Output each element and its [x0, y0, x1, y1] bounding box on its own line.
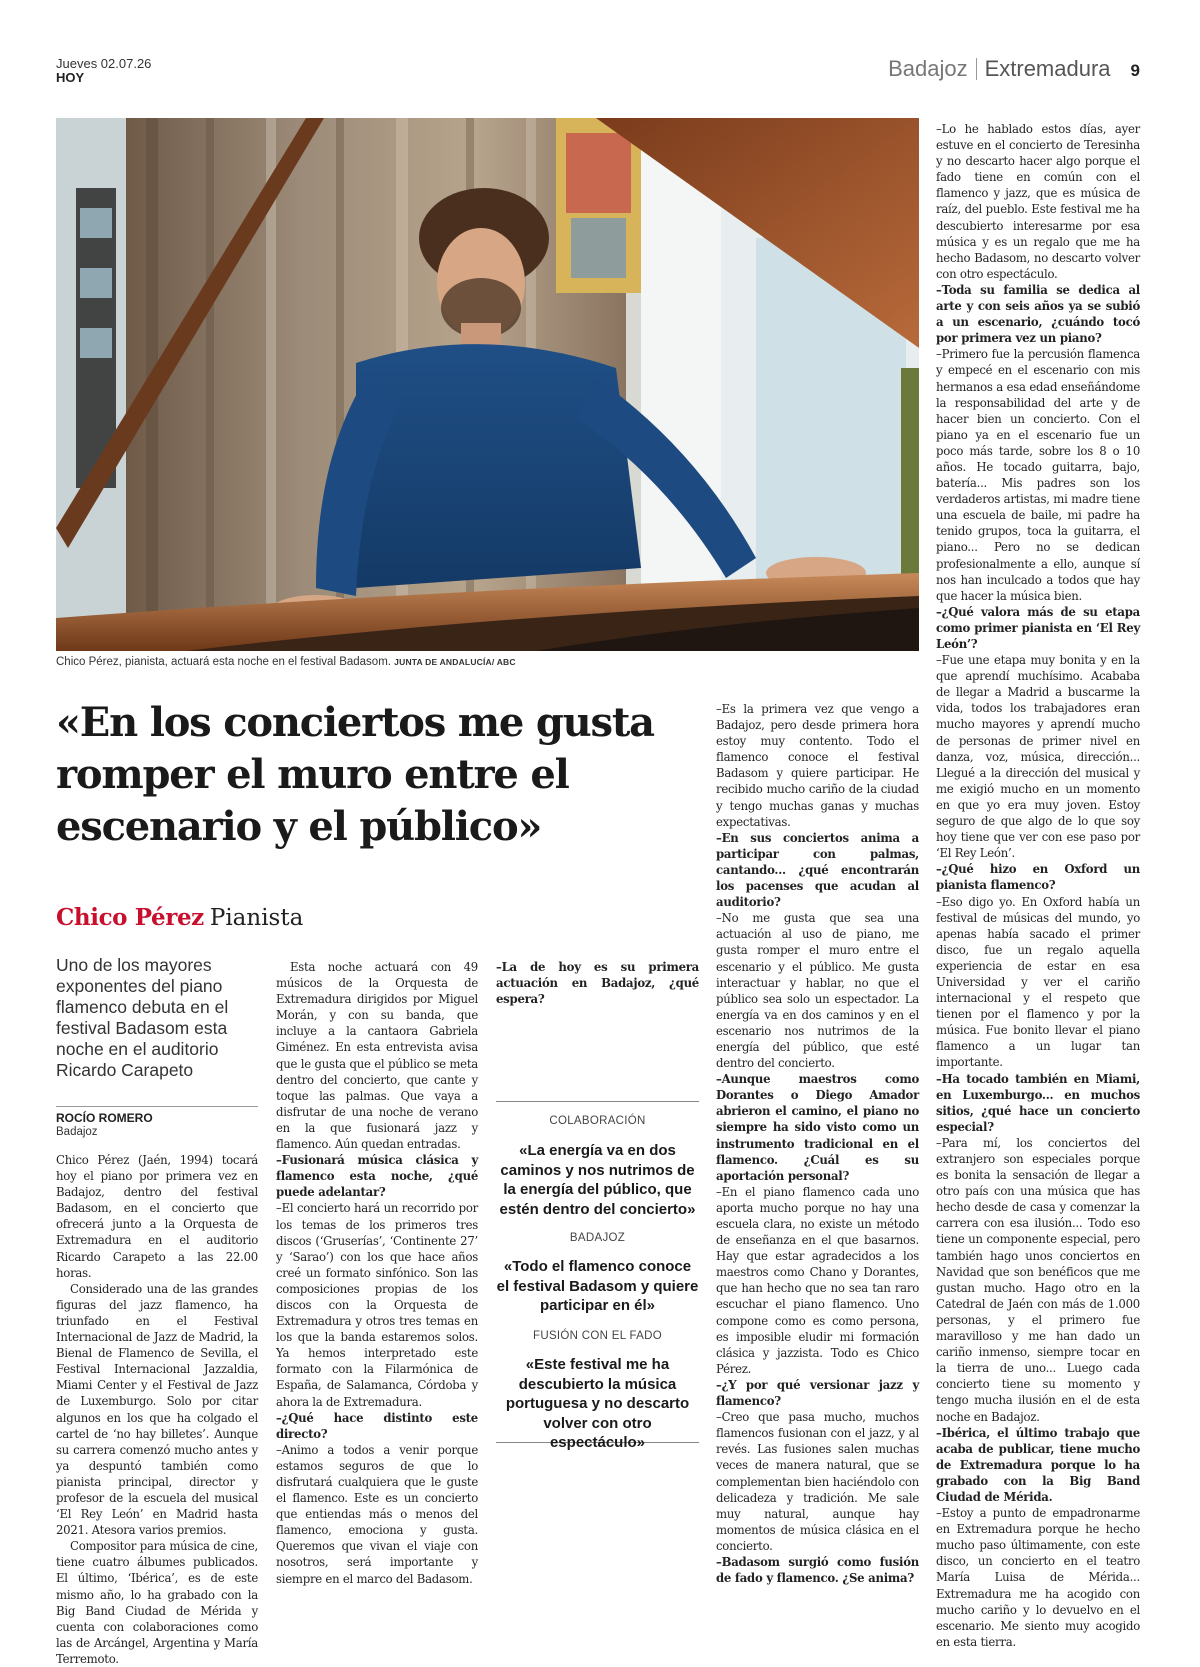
interview-answer: –Primero fue la percusión flamenca y empecé en el escenario con mis hermanos a esa edad enseñándome la responsabilidad del arte y de hacer bien un concierto. Con el piano ya en el escenario fue un poco más tarde, sobre los 8 o 10 años. He tocado guitarra, bajo, batería... Mis padres son los verdaderos artistas, mi madre tiene una escuela de baile, mi padre ha tenido grupos, toca la guitarra, el piano... Pero no se dedican profesionalmente a ello, aunque sí nos han inculcado a todos que hay que hacer la música bien.	[936, 347, 1140, 603]
body-paragraph: Chico Pérez (Jaén, 1994) tocará hoy el piano por primera vez en Badajoz, dentro del festival Badasom, en el concierto que ofrecerá junto a la Orquesta de Extremadura en el auditorio Ricardo Carapeto a las 22.00 horas.	[56, 1153, 258, 1280]
interview-answer: –Eso digo yo. En Oxford había un festival de músicas del mundo, yo apenas había sacado el primer disco, fue un regalo aquella experiencia de estar en esa Universidad y ver el cariño internacional y el respeto que tienen por el flamenco y por la música. Fue bonito llevar el piano flamenco a un lugar tan importante.	[936, 894, 1140, 1070]
quote-label: FUSIÓN CON EL FADO	[533, 1330, 662, 1342]
interview-question: –Aunque maestros como Dorantes o Diego Amador abrieron el camino, el piano no siempre ha sido visto como un instrumento tradicional en el flamenco. ¿Cuál es su aportación personal?	[716, 1072, 919, 1183]
interview-question: –La de hoy es su primera actuación en Badajoz, ¿qué espera?	[496, 960, 699, 1007]
interviewee-name: Chico Pérez	[56, 904, 204, 931]
caption-text: Chico Pérez, pianista, actuará esta noche en el festival Badasom.	[56, 656, 391, 668]
page-number: 9	[1130, 61, 1140, 80]
interview-question: –Fusionará música clásica y flamenco esta noche, ¿qué puede adelantar?	[276, 1153, 478, 1200]
quote-label: COLABORACIÓN	[549, 1115, 646, 1127]
author-divider	[56, 1106, 258, 1107]
photo-caption	[56, 656, 516, 668]
interview-answer: –Animo a todos a venir porque estamos seguros de que lo disfrutará cualquiera que le guste el flamenco. Este es un concierto que entiendas más o menos del flamenco, emociona y gusta. Queremos que vivan el viaje con nosotros, será importante y siempre en el marco del Badasom.	[276, 1442, 478, 1586]
author-location: Badajoz	[56, 1126, 98, 1138]
interview-answer: –Fue une etapa muy bonita y en la que aprendí muchísimo. Acababa de llegar a Madrid a buscarme la vida, todos los trabajadores eran mucho mayores y aprendí mucho de personas de primer nivel en danza, voz, música, dirección... Llegué a la dirección del musical y me exigió mucho en un momento en que yo era muy joven. Estoy seguro de que algo de lo que soy hoy tiene que ver con ese paso por ‘El Rey León’.	[936, 653, 1140, 861]
interview-answer: –Creo que pasa mucho, muchos flamencos fusionan con el jazz, y al revés. Las fusiones salen muchas veces de manera natural, que se complementan bien haciéndolo con delicadeza y tradición. Me sale muy natural, aunque hay momentos de música clásica en el concierto.	[716, 1410, 919, 1553]
article-column-5	[936, 121, 1140, 1650]
body-paragraph: Considerado una de las grandes figuras del jazz flamenco, ha triunfado en el Festival Internacional de Jazz de Madrid, la Bienal de Flamenco de Sevilla, el Festival Internacional Jazzaldia, Miami Center y el Festival de Jazz de Luxemburgo. Solo por citar algunos en los que ha colgado el cartel de ‘no hay billetes’. Aunque su carrera comenzó mucho antes y ya despuntó también como pianista principal, director y profesor de la escuela del musical ‘El Rey León’ en Madrid hasta 2021. Atesora varios premios.	[56, 1281, 258, 1538]
standfirst: Uno de los mayores exponentes del piano flamenco debuta en el festival Badasom esta noche en el auditorio Ricardo Carapeto	[56, 955, 229, 1080]
interview-question: –Badasom surgió como fusión de fado y flamenco. ¿Se anima?	[716, 1554, 919, 1586]
section-header	[888, 56, 1140, 82]
section-name: Badajoz	[888, 56, 968, 81]
interview-question: –¿Y por qué versionar jazz y flamenco?	[716, 1377, 919, 1409]
interviewee	[56, 904, 303, 931]
interview-question: –Ha tocado también en Miami, en Luxemburgo... en muchos sitios, ¿qué hace un concierto especial?	[936, 1071, 1140, 1134]
interview-answer: –El concierto hará un recorrido por los temas de los primeros tres discos (‘Gruserías’, ‘Continente 27’ y ‘Sarao’) con los que hace años creé un formato sinfónico. Son las composiciones propias de los discos con la Orquesta de Extremadura y otros tres temas en los que la banda estaremos solos. Ya hemos interpretado este formato con la Filarmónica de España, de Salamanca, Córdoba y ahora la de Extremadura.	[276, 1201, 478, 1409]
headline: «En los conciertos me gusta romper el muro entre el escenario y el público»	[56, 699, 654, 850]
highlight-quotes	[496, 1101, 699, 1451]
section-divider	[976, 58, 977, 80]
pull-quote: «Este festival me ha descubierto la música portuguesa y no descarto volver con otro espectáculo»	[505, 1356, 690, 1451]
interview-answer: –En el piano flamenco cada uno aporta mucho porque no hay una escuela clara, no existe un método de enseñanza en el que basarnos. Hay que estar agradecidos a los maestros como Chano y Dorantes, que han hecho que no sea tan raro escuchar el piano flamenco. Uno compone como es como persona, es imposible eludir mi formación clásica y jazzista. Todo es Chico Pérez.	[716, 1184, 919, 1376]
pull-quote: «Todo el flamenco conoce el festival Badasom y quiere participar en él»	[496, 1258, 699, 1314]
interview-question: –Ibérica, el último trabajo que acaba de publicar, tiene mucho de Extremadura porque lo ha grabado con la Big Band Ciudad de Mérida.	[936, 1425, 1140, 1504]
body-paragraph: Compositor para música de cine, tiene cuatro álbumes publicados. El último, ‘Ibérica’, es de este mismo año, lo ha grabado con la Big Band Ciudad de Mérida y cuenta con colaboraciones como las de Arcángel, Argentina y María Terremoto.	[56, 1539, 258, 1666]
interviewee-role: Pianista	[209, 905, 304, 931]
body-paragraph: Esta noche actuará con 49 músicos de la Orquesta de Extremadura dirigidos por Miguel Morán, y con su banda, que incluye a la cantaora Gabriela Giménez. En esta entrevista avisa que le gusta que el público se meta dentro del concierto, que cante y toque las palmas. Que vaya a disfrutar de una noche de verano en la que fusionará jazz y flamenco. Aún quedan entradas.	[276, 960, 478, 1152]
pull-quote: «La energía va en dos caminos y nos nutrimos de la energía del público, que estén dentro del concierto»	[499, 1142, 696, 1218]
author-name: ROCÍO ROMERO	[56, 1111, 153, 1125]
interview-answer: –Para mí, los conciertos del extranjero son especiales porque es bonita la sensación de llegar a otro país con una música que has hecho desde de casa y comenzar la carrera con esa ilusión... Todo eso tiene un componente especial, pero también hago unos conciertos en Navidad que son benéficos que me gustan mucho. Hago otro en la Catedral de Jaén con más de 1.000 personas, y el primero fue maravilloso y me han dado un cariño inmenso, siempre tocar en la tierra de uno... Luego cada concierto tiene su momento y tengo mucha ilusión en el de esta noche en Badajoz.	[936, 1135, 1140, 1424]
newspaper-name: HOY	[56, 70, 85, 85]
interview-answer: –Estoy a punto de empadronarme en Extremadura porque he hecho mucho paso últimamente, con este disco, un concierto en el teatro María Luisa de Mérida... Extremadura me ha acogido con mucho cariño y lo devuelvo en el escenario. Me siento muy acogido en esta tierra.	[936, 1506, 1140, 1649]
region-name: Extremadura	[984, 56, 1111, 81]
pianist-photo	[56, 118, 919, 651]
interview-answer: –No me gusta que sea una actuación al uso de piano, me gusta romper el muro entre el escenario y el público. Me gusta interactuar y hablar, no que el público sea solo un espectador. La energía va en dos caminos y en el escenario nos nutrimos de la energía del público, que esté dentro del concierto.	[716, 911, 919, 1071]
article-column-4	[716, 701, 919, 1586]
issue-date: Jueves 02.07.26	[56, 56, 152, 71]
quote-label: BADAJOZ	[569, 1232, 626, 1244]
photo-credit: JUNTA DE ANDALUCÍA/ ABC	[394, 657, 516, 667]
interview-question: –¿Qué hace distinto este directo?	[276, 1410, 478, 1441]
interview-answer: –Lo he hablado estos días, ayer estuve en el concierto de Teresinha y no descarto hacer algo porque el fado tiene en común con el flamenco y jazz, que es música de raíz, del pueblo. Este festival me ha descubierto interesarme por esa música y es un regalo que me ha hecho Badasom, no descarto volver con otro espectáculo.	[936, 122, 1140, 281]
article-column-2	[276, 959, 478, 1587]
interview-answer: –Es la primera vez que vengo a Badajoz, pero desde primera hora estoy muy contento. Todo el flamenco conoce el festival Badasom y quiere participar. He recibido mucho cariño de la ciudad y tengo muchas ganas y muchas expectativas.	[716, 702, 919, 829]
interview-question: –Toda su familia se dedica al arte y con seis años ya se subió a un escenario, ¿cuándo tocó por primera vez un piano?	[936, 282, 1140, 346]
article-column-1	[56, 1152, 258, 1667]
interview-question: –¿Qué hizo en Oxford un pianista flamenco?	[936, 862, 1140, 893]
interview-question: –En sus conciertos anima a participar con palmas, cantando... ¿qué encontrarán los pacenses que acudan al auditorio?	[716, 830, 919, 910]
article-column-3	[496, 959, 699, 1007]
interview-question: –¿Qué valora más de su etapa como primer pianista en ‘El Rey León’?	[936, 604, 1140, 651]
